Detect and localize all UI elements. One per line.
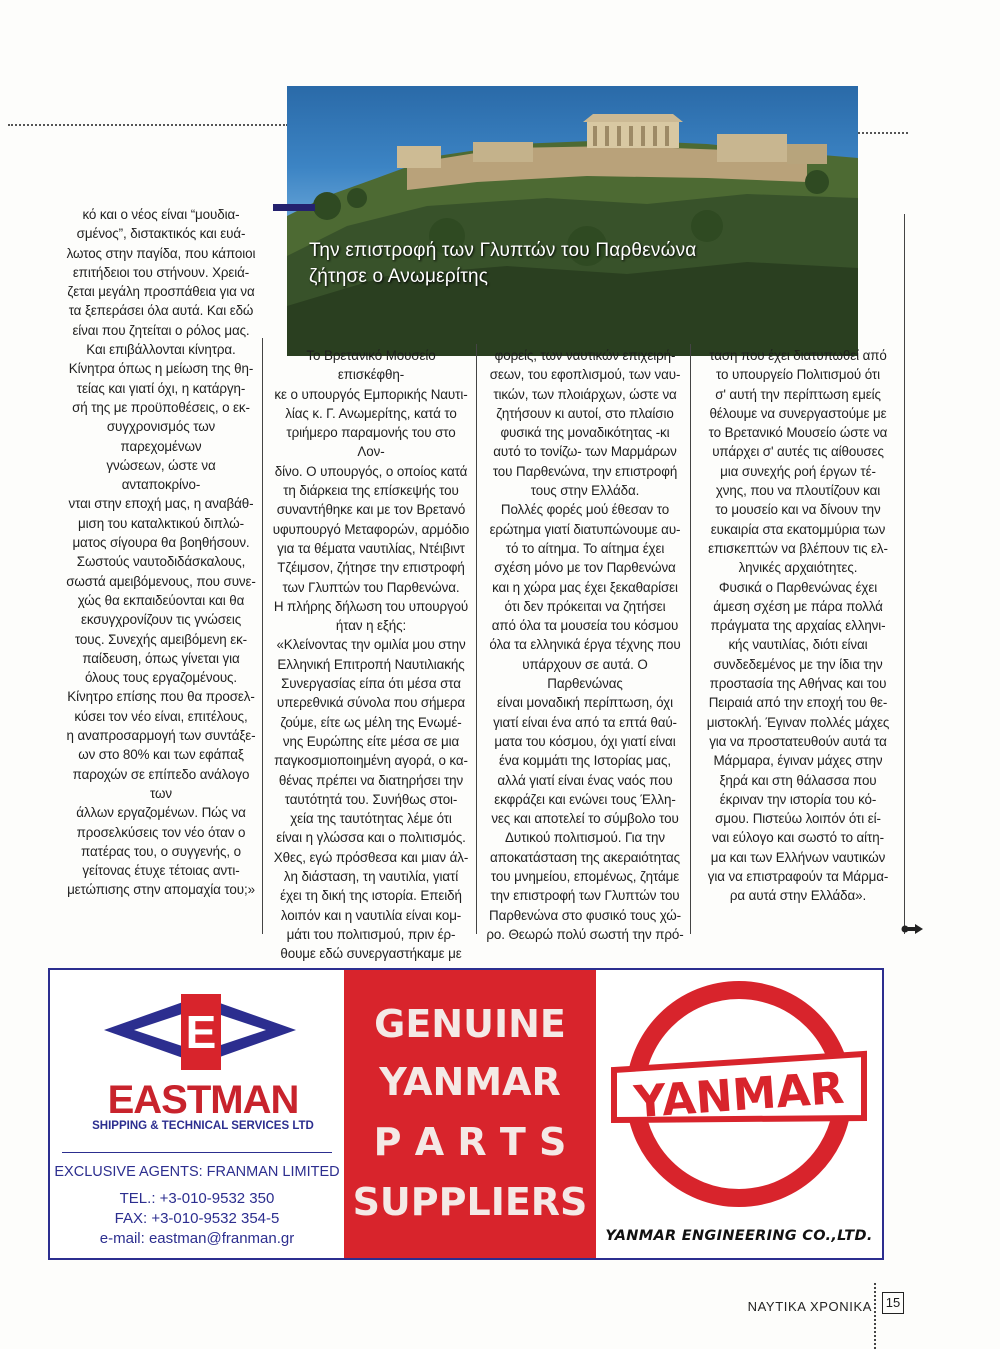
text-line: Η πλήρης δήλωση του υπουργού [273,598,469,614]
text-line: για να επιστραφούν τα Μάρμα- [707,869,889,885]
text-line: λη διάσταση, τη ναυτιλία, γιατί [283,869,459,885]
text-line: άμεση σχέση με πάρα πολλά [713,598,883,614]
text-line: μιστοκλή. Έγιναν πολλές μάχες [706,714,890,730]
text-line: χεία της ταυτότητας λέμε ότι [290,811,452,827]
text-line: νης Ευρώπης είτε μέσα σε μια [282,733,460,749]
text-line: Το Βρετανικό Μουσείο επισκέφθη- [306,348,436,383]
text-line: ήταν η εξής: [335,618,407,634]
text-line: σμένος”, διστακτικός και ευά- [76,226,246,242]
text-line: Ελληνική Επιτροπή Ναυτιλιακής [277,656,465,672]
column-rule [904,214,905,934]
genuine-line: P A R T S [373,1120,567,1164]
text-column-3 [486,346,684,944]
text-line: σεων, του εφοπλισμού, των ναυ- [489,367,681,383]
text-column-4 [700,346,896,906]
text-line: Κίνητρα όπως η μείωση της θη- [68,361,254,377]
text-line: του Παρθενώνα, την επιστροφή [492,463,678,479]
text-line: πράγματα της αρχαίας ελληνι- [710,618,886,634]
yanmar-logo-icon [596,970,882,1220]
footer-dotted-rule [874,1283,876,1349]
text-line: ένα κομμάτι της Ιστορίας μας, [499,753,671,769]
text-line: από όλα τα μουσεία του κόσμου [491,618,679,634]
text-line: ζούμε, είτε ως μέλη της Ενωμέ- [280,714,462,730]
text-line: κύσει τον νέο είναι, επιτέλους, [74,708,248,724]
text-line: δίνο. Ο υπουργός, ο οποίος κατά [274,463,468,479]
text-line: ρο. Θεωρώ πολύ σωστή την πρό- [486,926,684,942]
text-line: χώς θα εκπαιδεύονται και θα [77,592,245,608]
text-line: εκσυγχρονίζουν τις γνώσεις [80,612,242,628]
text-line: θουμε εδώ συνεργαστήκαμε με [280,946,462,962]
text-line: ταυτότητά του. Συνήθως στοι- [284,791,458,807]
text-line: μα και των Ελλήνων ναυτικών [710,849,886,865]
page-number: 15 [882,1292,904,1314]
continue-arrow-icon [900,922,924,936]
text-line: ρα αυτά στην Ελλάδα». [729,888,867,904]
text-line: γιατί είναι ένα από τα επτά θαύ- [493,714,677,730]
text-line: χνης, που να πλουτίζουν και [715,483,881,499]
text-line: το μουσείο και να δίνουν την [715,502,881,518]
text-line: υπάρχει σ' αυτές τις αίθουσες [712,444,884,460]
text-line: σωστά αμειβόμενους, που συνε- [66,573,256,589]
text-line: λωτος στην παγίδα, που κάποιοι [66,245,256,261]
text-line: ματος σίγουρα θα βοηθήσουν. [72,535,250,551]
photo-caption [309,238,697,290]
text-line: Κίνητρο επίσης που θα προσελ- [67,689,255,705]
acropolis-photo [287,86,858,356]
text-line: το υπουργείο Πολιτισμού ότι [716,367,880,383]
ad-divider [62,1152,332,1153]
text-line: συνδεδεμένος με την ίδια την [713,656,883,672]
text-line: Και επιβάλλονται κίνητρα. [86,342,236,358]
text-line: πατέρας του, ο συγγενής, ο [81,843,241,859]
text-line: παίδευση, όπως γίνεται για [82,650,240,666]
text-line: μετώπισης στην απομαχία του;» [67,882,255,898]
text-line: θένας πρέπει να διατηρήσει την [278,772,464,788]
text-line: Παρθενώνα στο φυσικό τους χώ- [489,907,681,923]
text-line: αποκατάσταση της ακεραιότητας [490,849,680,865]
top-dotted-rule-right [858,132,908,134]
text-line: σή της με προϋποθέσεις, ο εκ- [72,399,250,415]
text-line: Σωστούς ναυτοδιδάσκαλους, [76,554,246,570]
accent-bar [273,204,315,211]
column-rule [262,338,263,934]
text-line: είναι μοναδική περίπτωση, όχι [497,695,673,711]
text-line: κής ναυτιλίας, διότι είναι [728,637,868,653]
text-line: μια συνεχής ροή έργων τέ- [720,463,876,479]
text-line: παγκοσμιοποιημένη αγορά, ο κα- [274,753,468,769]
text-line: τους. Συνεχής αμειβόμενη εκ- [74,631,248,647]
text-line: τικών, των πλοιάρχων, ώστε να [493,386,677,402]
eastman-tel: TEL.: +3-010-9532 350 [119,1190,275,1207]
yanmar-logo-text: YANMAR [632,1062,846,1129]
text-line: επισκεπτών να βλέπουν τις ελ- [708,540,888,556]
text-line: των Γλυπτών του Παρθενώνα. [282,579,460,595]
text-line: τείας και γιατί όχι, η κατάργη- [76,380,246,396]
text-line: Πειραιά από την εποχή του θε- [708,695,888,711]
text-line: νες και αποτελεί το σύμβολο του [491,811,679,827]
text-line: νται στην εποχή μας, η αναβάθ- [68,496,254,512]
text-line: έχει τη δική της ιστορία. Επειδή [280,888,462,904]
text-line: τα ξεπεράσει όλα αυτά. Και εδώ [68,303,254,319]
magazine-title: ΝΑΥΤΙΚΑ ΧΡΟΝΙΚΑ [747,1299,872,1314]
text-line: ταση που έχει διατυπωθεί από [709,348,887,363]
text-line: ληνικές αρχαιότητες. [738,560,858,576]
genuine-line: SUPPLIERS [352,1180,588,1224]
text-line: γνώσεων, ώστε να ανταποκρίνο- [106,457,216,493]
exclusive-agents: EXCLUSIVE AGENTS: FRANMAN LIMITED [54,1164,340,1180]
text-line: Συνεργασίας είπα ότι μέσα στα [281,676,461,692]
text-line: υπάρχουν σε αυτά. Ο Παρθενώνας [522,656,648,692]
eastman-fax: FAX: +3-010-9532 354-5 [114,1210,280,1227]
text-column-1 [66,205,256,900]
text-line: ευκαιρία στα εκατομμύρια των [710,521,886,537]
text-line: συγχρονισμός των παρεχομένων [106,419,216,454]
genuine-line: YANMAR [379,1060,561,1104]
acropolis-illustration [287,86,858,356]
text-line: είναι η γλώσσα και ο πολιτισμός. [276,830,466,846]
caption-line: Την επιστροφή των Γλυπτών του Παρθενώνα [309,240,697,261]
text-line: σμου. Πιστεύω λοιπόν ότι εί- [715,811,881,827]
text-line: άλλων εργαζομένων. Πώς να [76,805,246,821]
top-dotted-rule-left [8,124,288,126]
text-line: προσελκύσεις τον νέο όταν ο [76,824,246,840]
text-line: παροχών σε επίπεδο ανάλογο των [72,766,250,801]
text-line: για τα θέματα ναυτιλίας, Ντέιβιντ [277,540,465,556]
text-line: ότι δεν πρόκειται να ζητήσει [504,598,666,614]
text-line: έκριναν την ιστορία του κό- [719,791,877,807]
text-line: Δυτικού πολιτισμού. Για την [505,830,665,846]
text-line: τους στην Ελλάδα. [530,483,640,499]
text-line: φορείς, των ναυτικών επιχειρή- [494,348,676,363]
text-line: αυτό το τονίζω- των Μαρμάρων [493,444,677,460]
text-line: ζητήσουν κι αυτοί, στο πλαίσιο [496,405,674,421]
eastman-panel [50,970,344,1258]
text-line: θέλουμε να συνεργαστούμε με [709,405,887,421]
column-rule [476,344,477,934]
text-line: τριήμερο παραμονής του στο Λον- [286,425,456,460]
genuine-line: GENUINE [374,1002,566,1046]
text-line: Χθες, εγώ πρόσθεσα και μιαν άλ- [273,849,469,865]
text-line: προστασία της Αθήνας και του [709,676,887,692]
eastman-wordmark: EASTMAN [107,1078,299,1122]
text-line: εκφράζει και ενώνει τους Έλλη- [494,791,676,807]
text-line: ερώτημα γιατί διατυπώνουμε αυ- [489,521,681,537]
text-line: του μνημείου, επομένως, ζητάμε [490,869,680,885]
advertisement [48,968,884,1260]
text-line: σχέση μόνο με τον Παρθενώνα [494,560,676,576]
yanmar-company: YANMAR ENGINEERING CO.,LTD. [605,1228,873,1244]
text-line: Τζέιμσον, ζήτησε την επιστροφή [277,560,465,576]
text-line: σ' αυτή την περίπτωση εμείς [715,386,881,402]
text-line: Πολλές φορές μού έθεσαν το [500,502,670,518]
text-line: υπερεθνικά σύνολα που σήμερα [276,695,466,711]
text-line: φυσικά της μοναδικότητας -κι [500,425,670,441]
text-line: λίας κ. Γ. Ανωμερίτης, κατά το [285,405,457,421]
column-rule [690,344,691,934]
text-line: κε ο υπουργός Εμπορικής Ναυτι- [274,386,468,402]
text-line: όλους τους εργαζομένους. [84,670,238,686]
text-line: Μάρμαρα, έγιναν μάχες στην [713,753,883,769]
caption-line: ζήτησε ο Ανωμερίτης [309,266,489,287]
eastman-logo-icon [50,974,344,1084]
yanmar-panel [596,970,882,1258]
text-line: ματα του κόσμου, όχι γιατί είναι [494,733,676,749]
text-line: «Κλείνοντας την ομιλία μου στην [276,637,466,653]
text-column-2 [272,346,470,964]
eastman-email: e-mail: eastman@franman.gr [99,1230,295,1247]
text-line: υφυπουργό Μεταφορών, αρμόδιο [272,521,470,537]
text-line: μάτι του πολιτισμού, πριν έρ- [286,926,456,942]
text-line: τη διάρκεια της επίσκεψής του [283,483,459,499]
text-line: την επιστροφή των Γλυπτών του [490,888,680,904]
text-line: είναι που ζητείται ο ρόλος μας. [72,322,250,338]
genuine-parts-panel [344,970,596,1258]
text-line: επιτήδειοι του στήνουν. Χρειά- [72,264,250,280]
text-line: Φυσικά ο Παρθενώνας έχει [718,579,878,595]
text-line: ναι εύλογο και σωστό το αίτη- [712,830,884,846]
text-line: μιση του καταλκτικού διπλώ- [78,515,244,531]
eastman-logo-letter: E [185,1006,217,1058]
text-line: τό το αίτημα. Το αίτημα έχει [505,540,665,556]
text-line: γείτονας έτυχε τέτοιας αντι- [82,863,240,879]
text-line: ξηρά και στη θάλασσα που [719,772,877,788]
text-line: το Βρετανικό Μουσείο ώστε να [708,425,888,441]
text-line: συναντήθηκε και με τον Βρετανό [276,502,466,518]
text-line: ζεται μεγάλη προσπάθεια για να [67,284,255,300]
text-line: αλλά γιατί είναι ένας ναός που [497,772,673,788]
text-line: κό και ο νέος είναι “μουδια- [82,207,240,222]
text-line: λοιπόν και η ναυτιλία είναι κομ- [280,907,462,923]
text-line: ων στο 80% και των εφάπαξ [78,747,244,763]
text-line: η αναπροσαρμογή των συντάξε- [66,728,256,744]
eastman-subtitle: SHIPPING & TECHNICAL SERVICES LTD [92,1120,314,1132]
text-line: όλα τα ελληνικά έργα τέχνης που [489,637,681,653]
text-line: για να προστατευθούν αυτά τα [709,733,887,749]
text-line: και η χώρα μας έχει ξεκαθαρίσει [492,579,678,595]
